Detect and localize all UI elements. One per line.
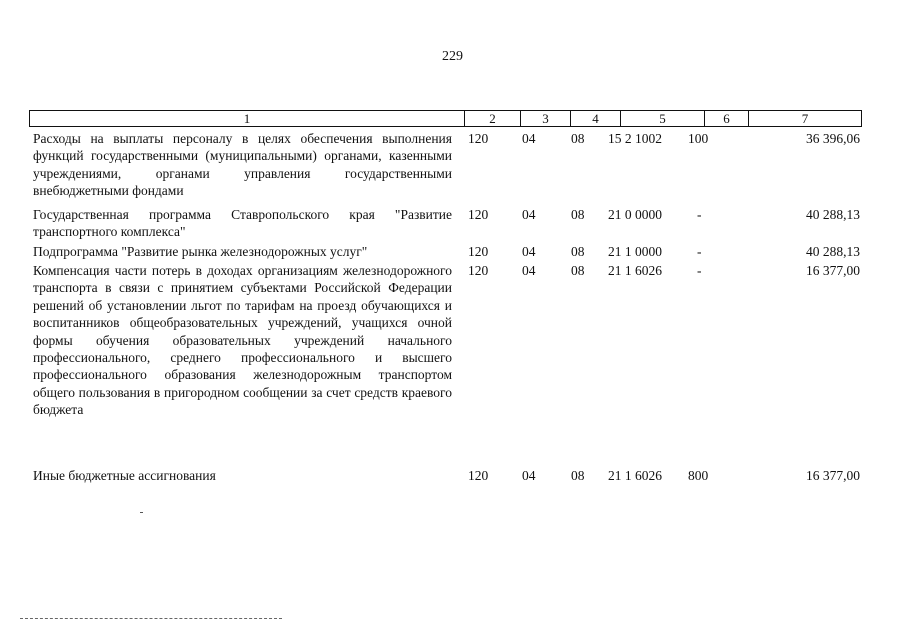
row-col-4: 08 <box>571 207 585 222</box>
row-col-2: 120 <box>468 263 489 278</box>
row-col-3: 04 <box>522 207 536 222</box>
row-description: Компенсация части потерь в доходах организациям железнодорожного транспорта в связи с принятием субъектами Российской Федерации решений об установлении льгот по тарифам на проезд обучающихся и воспитанников общеобразовательных учреждений, учащихся очной формы обучения образовательных учреждений начального профессионального, среднего профессионального и высшего профессионального образования железнодорожным транспортом общего пользования в пригородном сообщении за счет средств краевого бюджета <box>33 263 452 418</box>
row-col-2: 120 <box>468 131 489 146</box>
header-col-4: 4 <box>570 111 620 126</box>
row-col-3: 04 <box>522 263 536 278</box>
row-col-2: 120 <box>468 207 489 222</box>
row-col-7: 36 396,06 <box>806 131 860 146</box>
row-col-6: 100 <box>688 131 709 146</box>
row-description: Государственная программа Ставропольского края "Развитие транспортного комплекса" <box>33 207 452 240</box>
row-col-6: 800 <box>688 468 709 483</box>
row-col-6: - <box>697 244 702 259</box>
row-col-5: 21 1 6026 <box>608 468 662 483</box>
header-col-5: 5 <box>620 111 704 126</box>
header-col-6: 6 <box>704 111 748 126</box>
row-col-7: 40 288,13 <box>806 244 860 259</box>
row-col-7: 40 288,13 <box>806 207 860 222</box>
row-description: Подпрограмма "Развитие рынка железнодорожных услуг" <box>33 244 368 259</box>
row-col-7: 16 377,00 <box>806 468 860 483</box>
row-description: Иные бюджетные ассигнования <box>33 468 216 483</box>
header-col-1: 1 <box>243 111 251 126</box>
row-col-4: 08 <box>571 244 585 259</box>
row-col-6: - <box>697 207 702 222</box>
scan-mark <box>140 512 143 513</box>
row-col-3: 04 <box>522 244 536 259</box>
row-description: Расходы на выплаты персоналу в целях обеспечения выполнения функций государственными (муниципальными) органами, казенными учреждениями, органами управления государственными внебюджетными фондами <box>33 131 452 199</box>
row-col-5: 21 1 6026 <box>608 263 662 278</box>
page-number: 229 <box>442 49 463 64</box>
row-col-5: 21 0 0000 <box>608 207 662 222</box>
table-header <box>29 110 862 127</box>
footnote-separator <box>20 618 282 620</box>
row-col-4: 08 <box>571 263 585 278</box>
row-col-7: 16 377,00 <box>806 263 860 278</box>
row-col-3: 04 <box>522 468 536 483</box>
header-col-3: 3 <box>520 111 570 126</box>
row-col-6: - <box>697 263 702 278</box>
header-col-7: 7 <box>748 111 861 126</box>
row-col-3: 04 <box>522 131 536 146</box>
row-col-5: 15 2 1002 <box>608 131 662 146</box>
header-col-2: 2 <box>464 111 520 126</box>
row-col-5: 21 1 0000 <box>608 244 662 259</box>
row-col-2: 120 <box>468 468 489 483</box>
row-col-4: 08 <box>571 131 585 146</box>
row-col-2: 120 <box>468 244 489 259</box>
row-col-4: 08 <box>571 468 585 483</box>
